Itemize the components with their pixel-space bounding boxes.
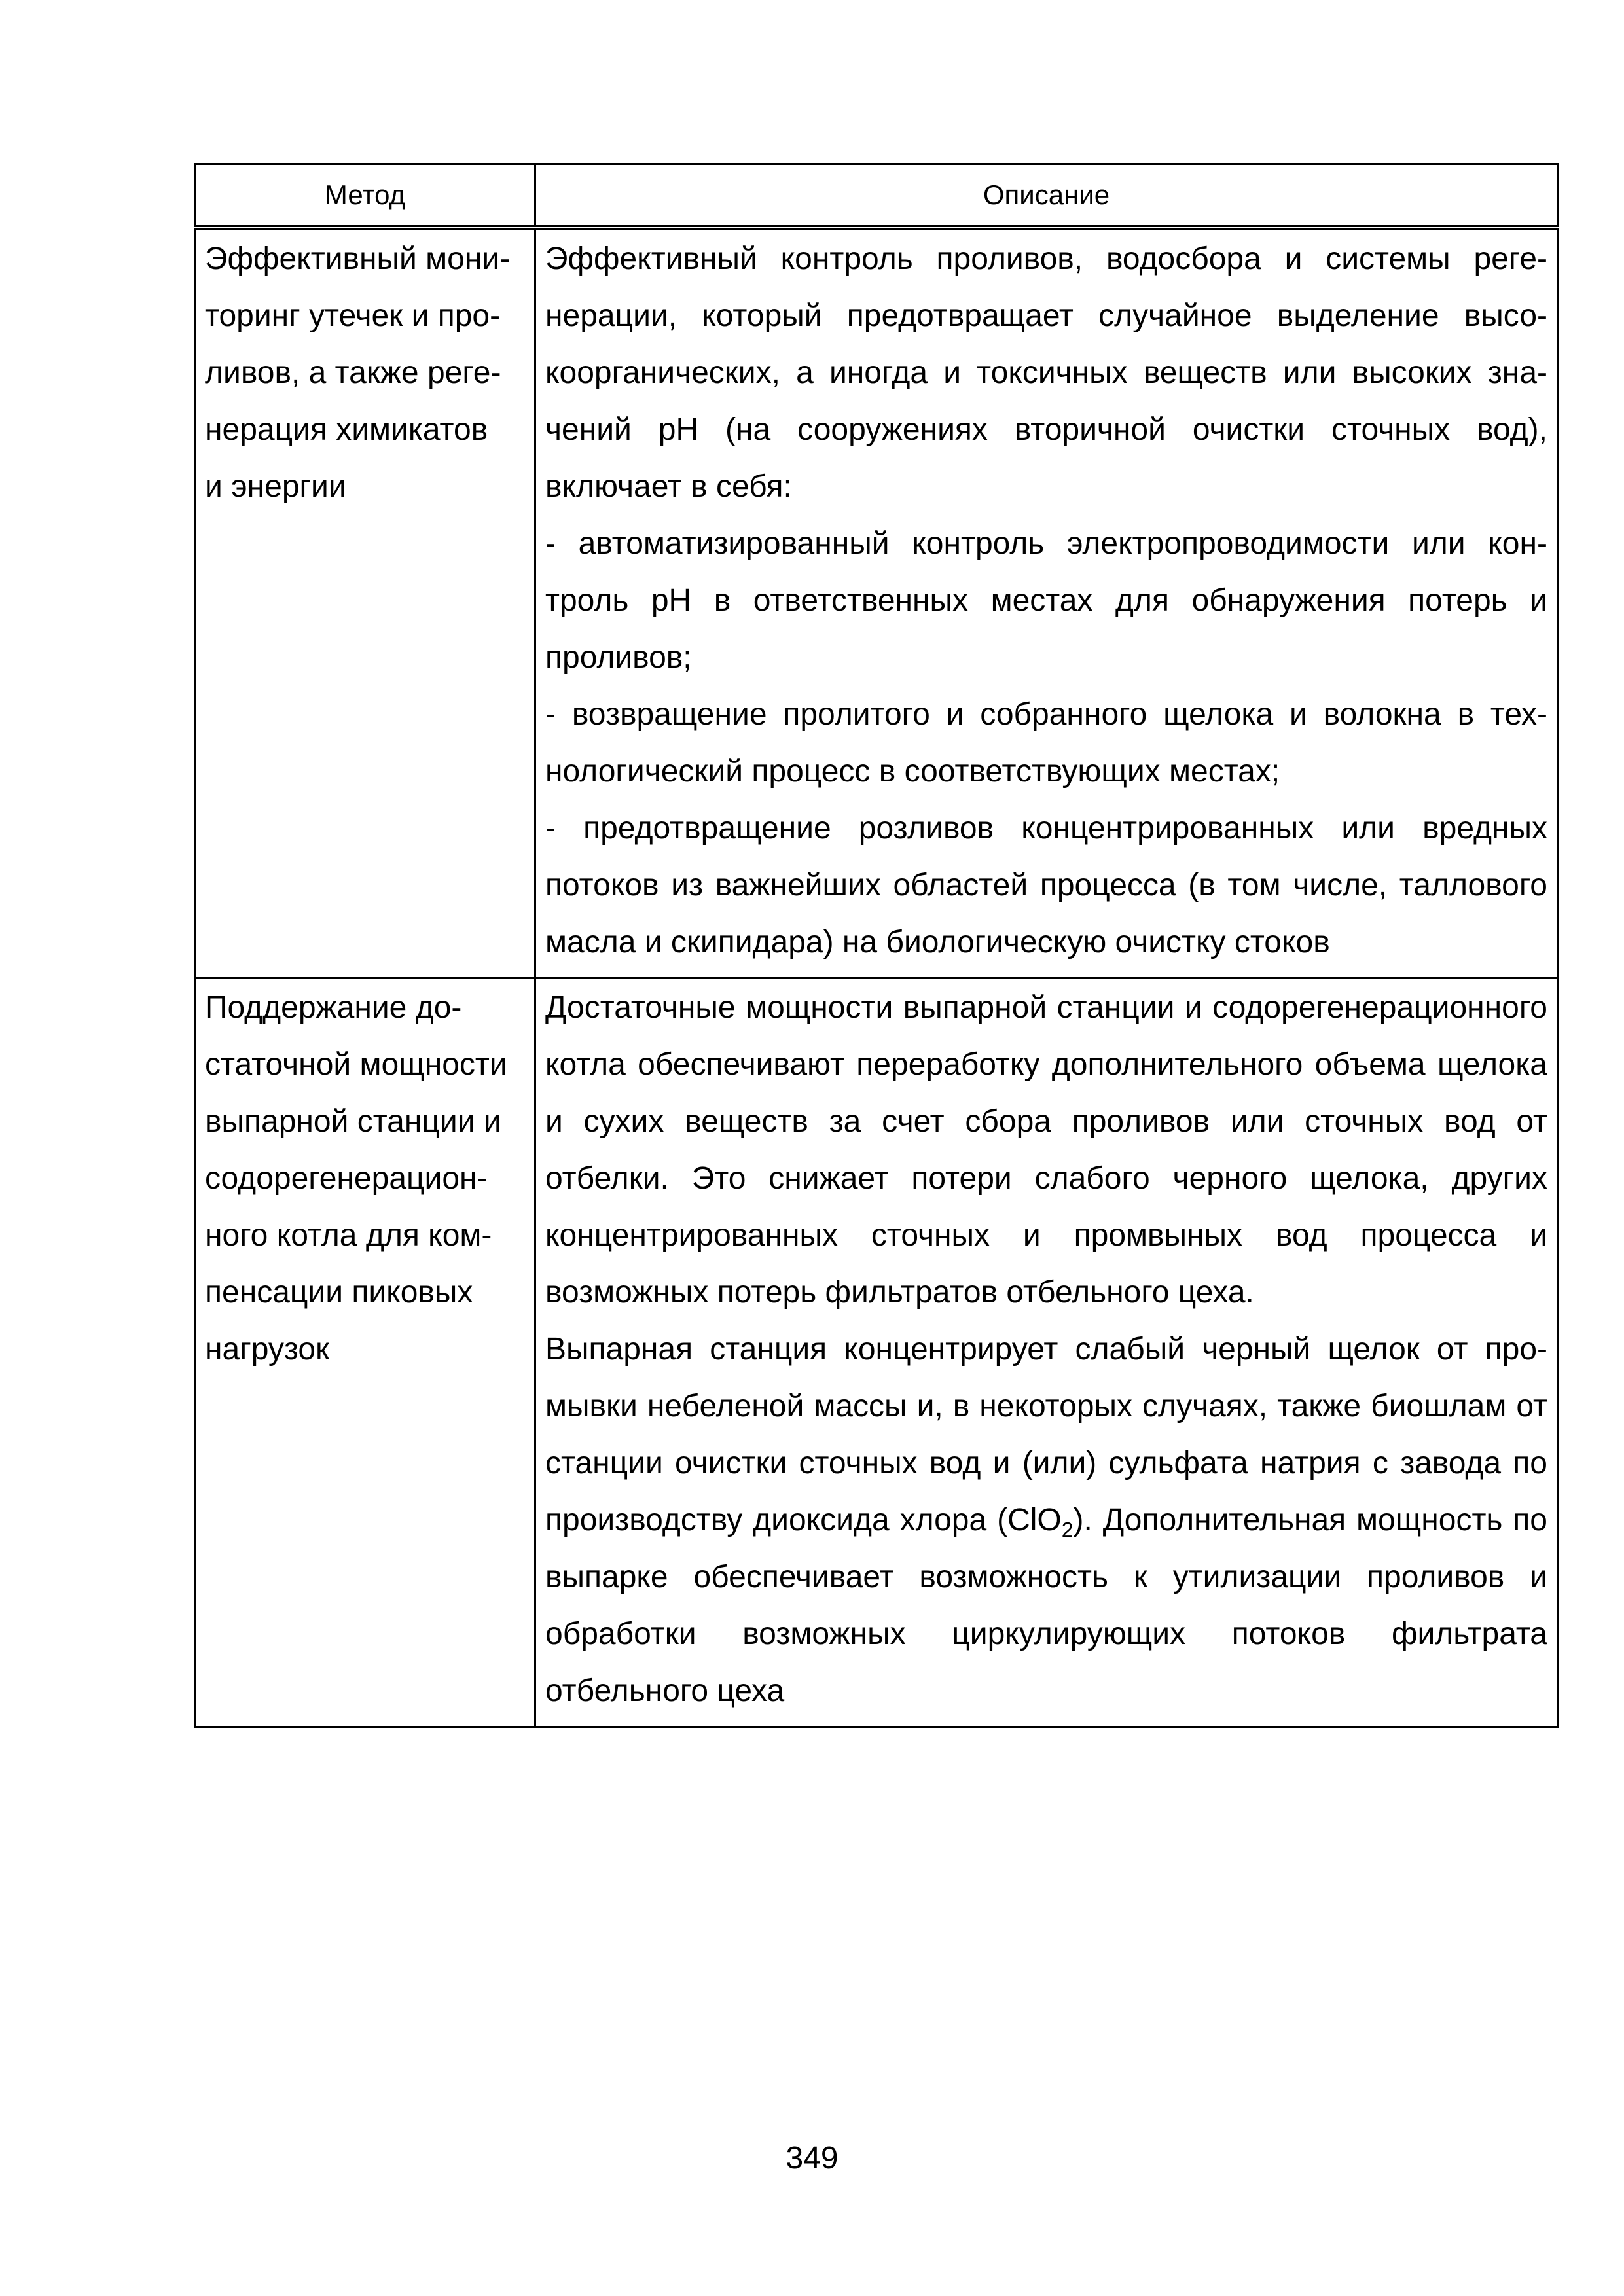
method-line: Поддержание до- <box>205 990 462 1025</box>
description-paragraph: Эффективный контроль проливов, водосбора и системы регенерации, который предотвращает случайное выделение высокоорганических, а иногда и токсичных веществ или высоких значений pH (на сооружениях вторичной очистки сточных вод), включает в себя: <box>545 242 1547 504</box>
header-method: Метод <box>195 164 535 228</box>
method-line: пенсации пиковых <box>205 1275 473 1310</box>
description-cell <box>535 978 1558 1727</box>
subscript-text: 2 <box>1061 1518 1074 1542</box>
description-paragraph: - автоматизированный контроль электропроводимости или контроль pH в ответственных местах для обнаружения потерь и проливов; <box>545 526 1547 675</box>
description-paragraph: - возвращение пролитого и собранного щелока и волокна в технологический процесс в соответствующих местах; <box>545 697 1547 789</box>
method-line: ного котла для ком- <box>205 1218 492 1253</box>
method-line: нагрузок <box>205 1332 330 1367</box>
table-header-row <box>195 164 1558 228</box>
method-line: выпарной станции и <box>205 1104 501 1139</box>
description-paragraph: Достаточные мощности выпарной станции и содорегенерационного котла обеспечивают переработку дополнительного объема щелока и сухих веществ за счет сбора проливов или сточных вод от отбелки. Это снижает потери слабого черного щелока, других концентрированных сточных и промвыных вод процесса и возможных потерь фильтратов отбельного цеха. <box>545 990 1547 1310</box>
description-paragraph: - предотвращение розливов концентрированных или вредных потоков из важнейших областей процесса (в том числе, таллового масла и скипидара) на биологическую очистку стоков <box>545 811 1547 960</box>
table-row <box>195 978 1558 1727</box>
method-line: Эффективный мони- <box>205 242 511 276</box>
method-line: торинг утечек и про- <box>205 298 501 333</box>
page-number: 349 <box>785 2141 839 2176</box>
method-line: содорегенерацион- <box>205 1161 488 1196</box>
description-text: ). Дополнительная мощность по выпарке обеспечивает возможность к утилизации проливов и обработки возможных циркулирующих потоков фильтрата отбельного цеха <box>545 1503 1547 1708</box>
method-line: нерация химикатов <box>205 412 488 447</box>
description-paragraph <box>545 1321 1547 1719</box>
table-row <box>195 228 1558 978</box>
header-description: Описание <box>535 164 1558 228</box>
method-line: и энергии <box>205 469 346 504</box>
methods-table <box>194 163 1559 1728</box>
method-cell <box>195 228 535 978</box>
method-cell <box>195 978 535 1727</box>
method-line: ливов, а также реге- <box>205 355 501 390</box>
description-cell <box>535 228 1558 978</box>
description-text: Выпарная станция концентрирует слабый черный щелок от промывки небеленой массы и, в некоторых случаях, также биошлам от станции очистки сточных вод и (или) сульфата натрия с завода по производству диоксида хлора (ClO <box>545 1332 1547 1537</box>
method-line: статочной мощности <box>205 1047 507 1082</box>
